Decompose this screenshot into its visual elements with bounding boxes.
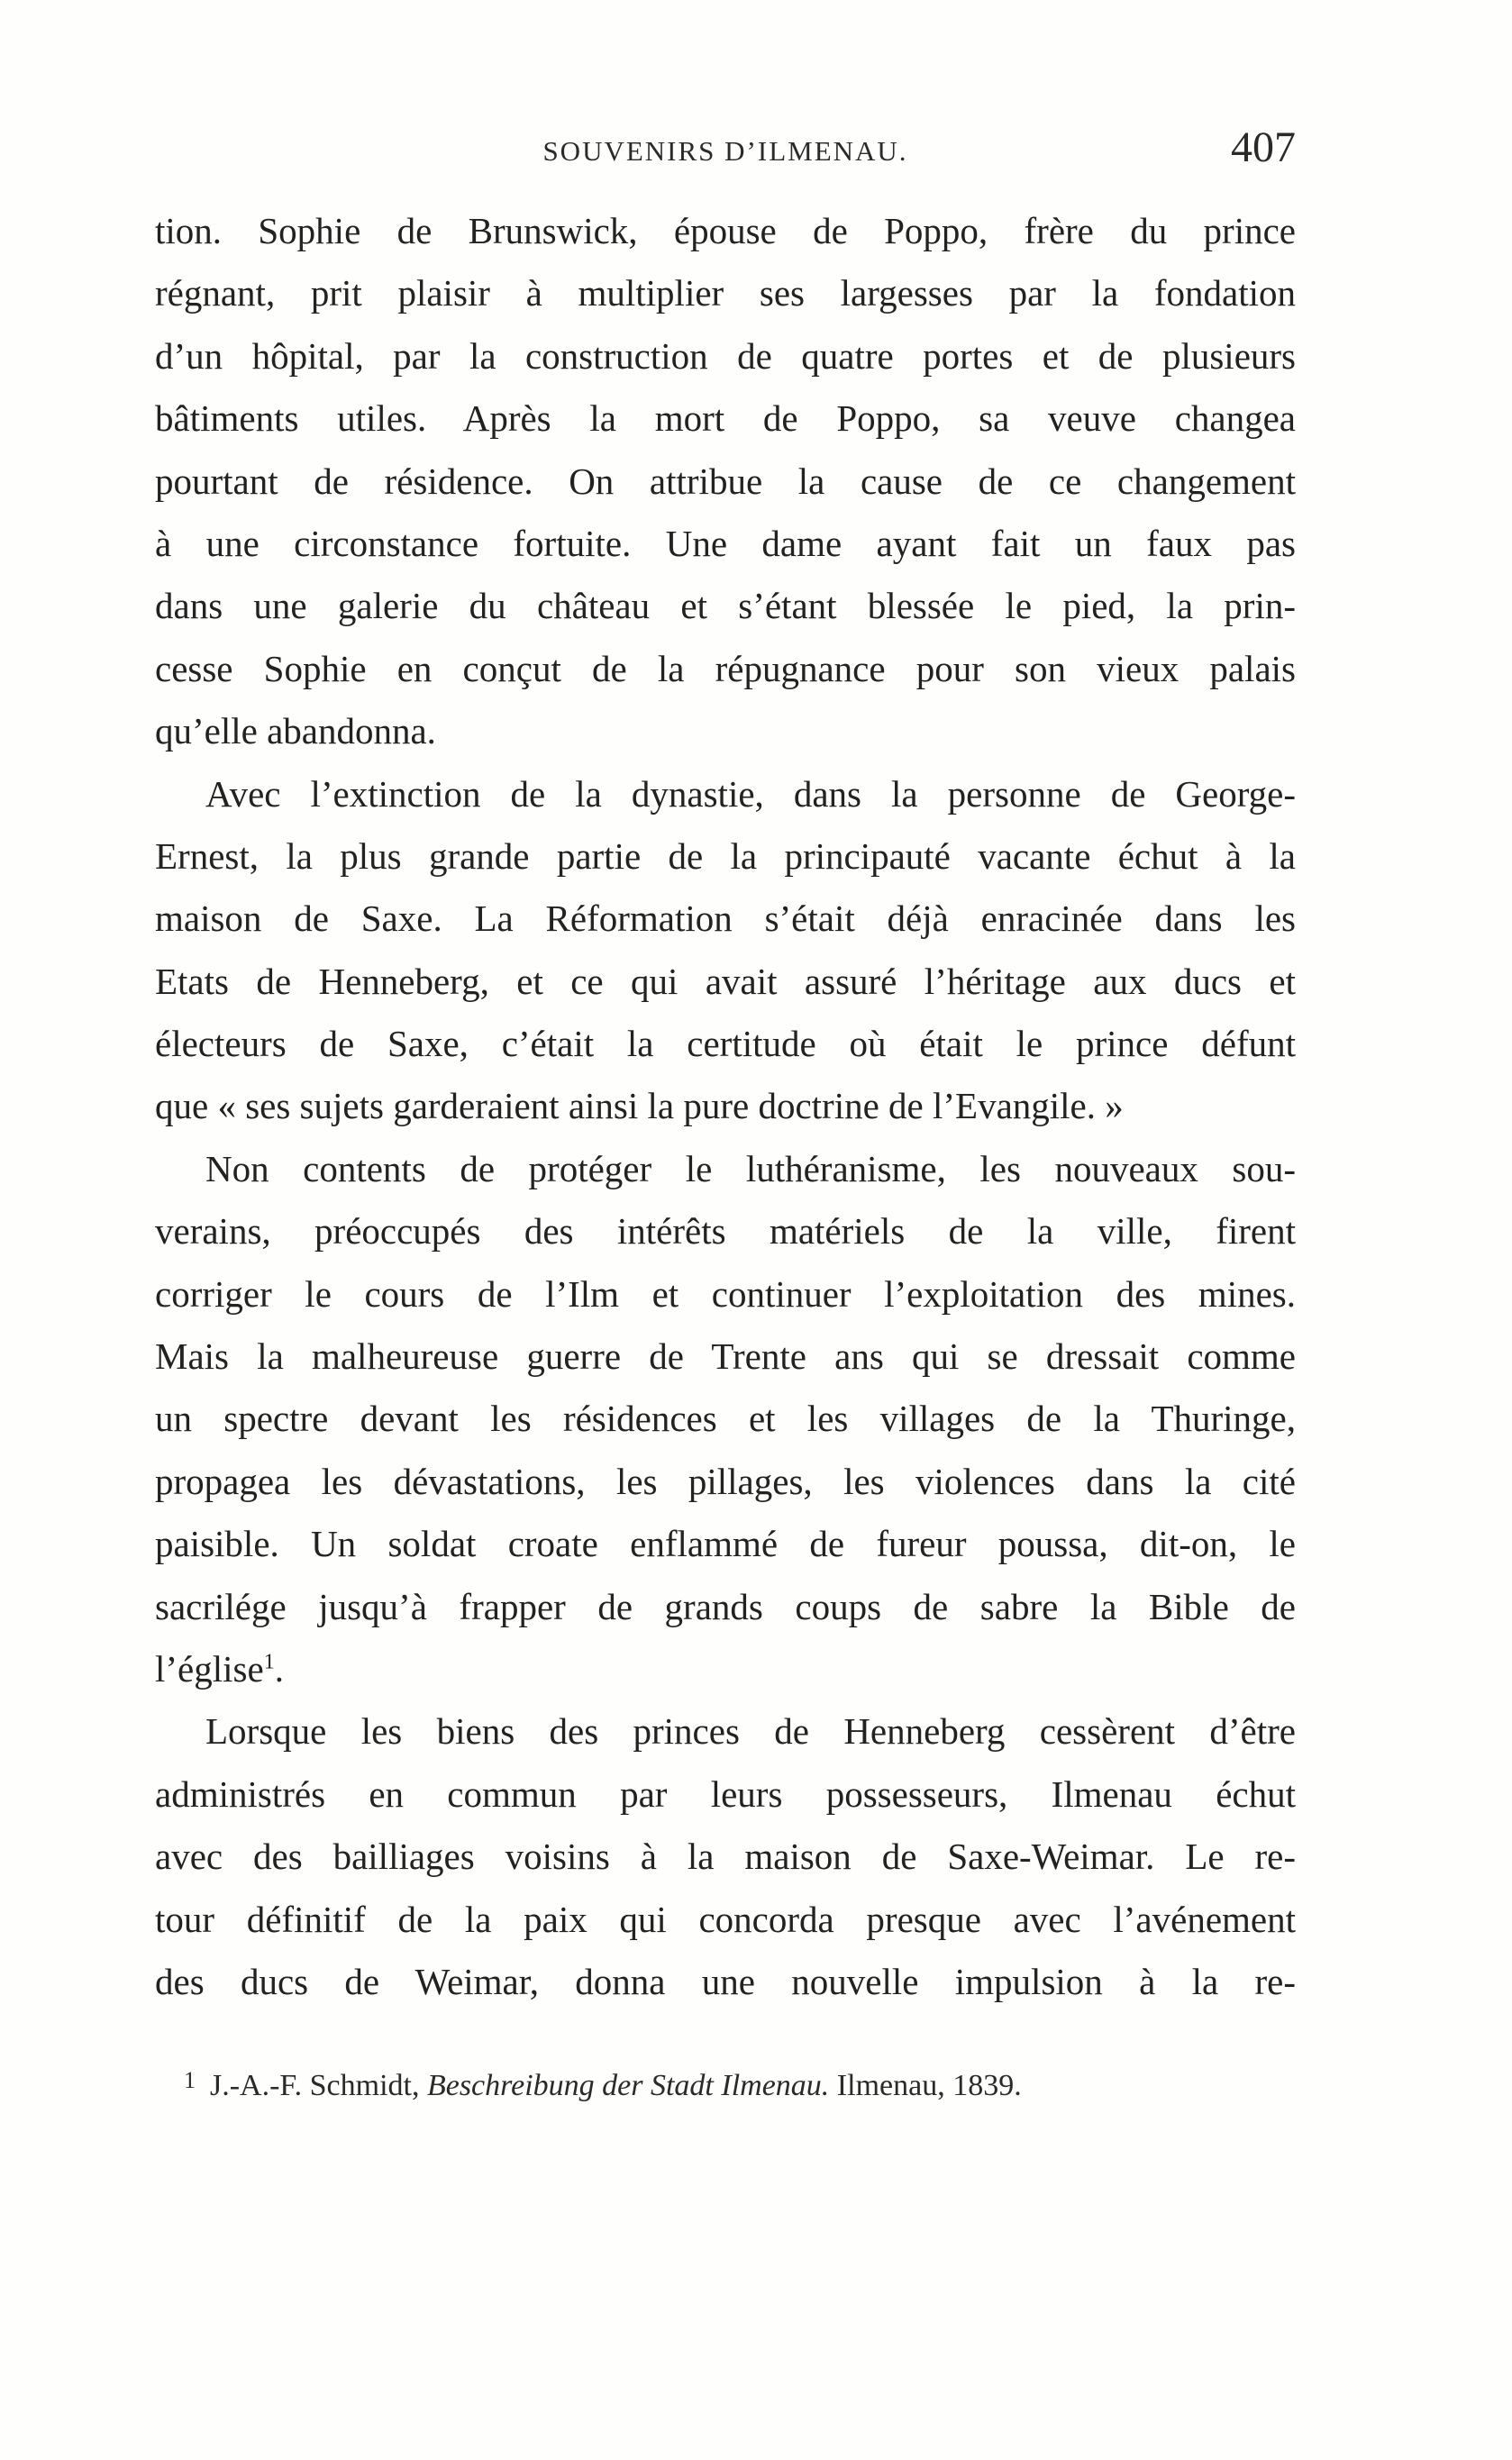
text-line: Ernest, la plus grande partie de la principauté vacante échut à la (155, 834, 1296, 877)
text-line: électeurs de Saxe, c’était la certitude où était le prince défunt (155, 1023, 1296, 1065)
page-number: 407 (1231, 123, 1296, 171)
text-line: pourtant de résidence. On attribue la cause de ce changement (155, 460, 1296, 502)
paragraph-first-line: Non contents de protéger le luthéranisme, les nouveaux sou- (205, 1147, 1296, 1189)
text-line: tour définitif de la paix qui concorda presque avec l’avénement (155, 1898, 1296, 1940)
text-line: corriger le cours de l’Ilm et continuer l’exploitation des mines. (155, 1272, 1296, 1315)
footnote-place-year: Ilmenau, 1839. (836, 2069, 1022, 2102)
paragraph-first-line: Lorsque les biens des princes de Henneberg cessèrent d’être (205, 1710, 1296, 1753)
text-line: paisible. Un soldat croate enflammé de fureur poussa, dit-on, le (155, 1523, 1296, 1565)
text-line: d’un hôpital, par la construction de quatre portes et de plusieurs (155, 334, 1296, 377)
running-title: SOUVENIRS D’ILMENAU. (542, 135, 908, 167)
text-line: propagea les dévastations, les pillages, les violences dans la cité (155, 1460, 1296, 1502)
text-line: dans une galerie du château et s’étant blessée le pied, la prin- (155, 585, 1296, 627)
text-line: régnant, prit plaisir à multiplier ses largesses par la fondation (155, 272, 1296, 314)
text-line: à une circonstance fortuite. Une dame ayant fait un faux pas (155, 522, 1296, 564)
text-line: verains, préoccupés des intérêts matériels de la ville, firent (155, 1210, 1296, 1253)
text-line: Etats de Henneberg, et ce qui avait assuré l’héritage aux ducs et (155, 960, 1296, 1002)
text-line-content: l’église (155, 1647, 264, 1690)
text-line: maison de Saxe. La Réformation s’était déjà enracinée dans les (155, 897, 1296, 940)
footnote-reference: 1 (263, 1650, 275, 1674)
text-line: que « ses sujets garderaient ainsi la pure doctrine de l’Evangile. » (155, 1085, 1124, 1127)
text-line: bâtiments utiles. Après la mort de Poppo, sa veuve changea (155, 397, 1296, 440)
footnote-reference-punct: . (274, 1647, 284, 1690)
body-text (155, 200, 1296, 2013)
text-line: Mais la malheureuse guerre de Trente ans qui se dressait comme (155, 1335, 1296, 1378)
running-head (155, 123, 1296, 177)
text-line: des ducs de Weimar, donna une nouvelle impulsion à la re- (155, 1960, 1296, 2002)
text-line: qu’elle abandonna. (155, 710, 436, 752)
text-line: un spectre devant les résidences et les villages de la Thuringe, (155, 1398, 1296, 1440)
text-line: sacrilége jusqu’à frapper de grands coups de sabre la Bible de (155, 1585, 1296, 1627)
footnote-mark: 1 (184, 2067, 196, 2093)
paragraph-first-line: Avec l’extinction de la dynastie, dans la personne de George- (205, 772, 1296, 815)
text-line: cesse Sophie en conçut de la répugnance pour son vieux palais (155, 647, 1296, 689)
footnote (184, 2067, 1296, 2103)
text-line: avec des bailliages voisins à la maison de Saxe-Weimar. Le re- (155, 1836, 1296, 1878)
text-line-with-footnote (155, 1638, 1296, 1700)
text-line: administrés en commun par leurs possesseurs, Ilmenau échut (155, 1772, 1296, 1815)
text-line: tion. Sophie de Brunswick, épouse de Poppo, frère du prince (155, 210, 1296, 251)
footnote-title: Beschreibung der Stadt Ilmenau. (426, 2069, 830, 2102)
footnote-author: J.-A.-F. Schmidt, (210, 2069, 420, 2102)
